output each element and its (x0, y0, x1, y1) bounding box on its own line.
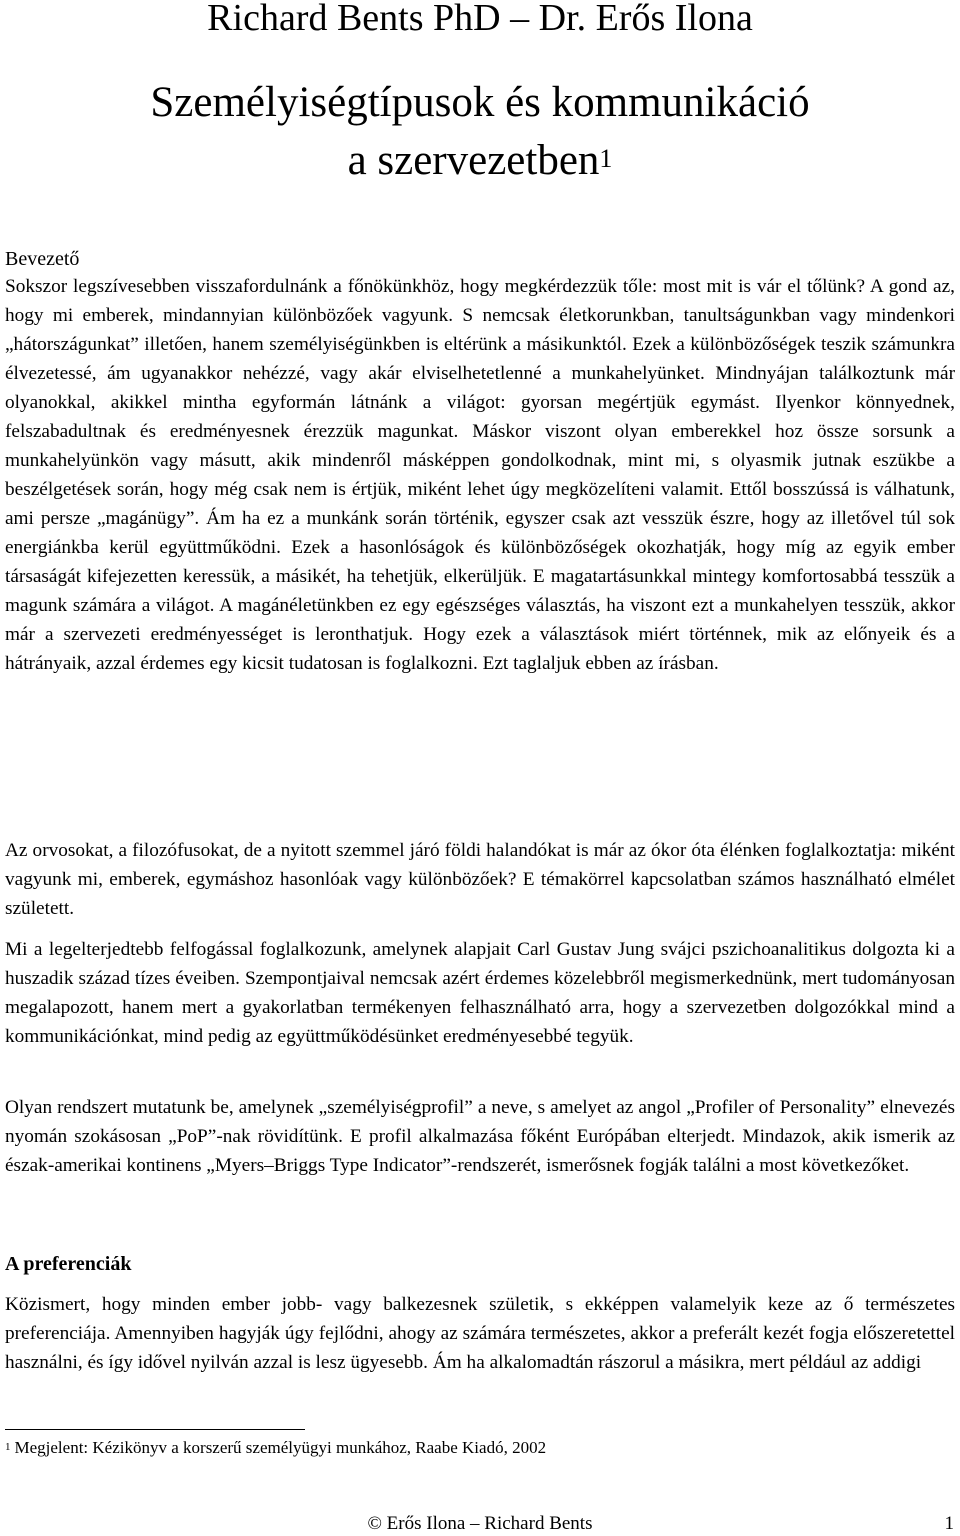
document-title (0, 74, 960, 190)
page-number: 1 (944, 1513, 954, 1534)
title-line-2: a szervezetben (347, 137, 600, 184)
footnote-marker: 1 (5, 1441, 11, 1453)
paragraph-3: Mi a legelterjedtebb felfogással foglalkozunk, amelynek alapjait Carl Gustav Jung svájci pszichoanalitikus dolgozta ki a huszadik század tízes éveiben. Szempontjaival nemcsak azért érdemes közelebbről megismerkednünk, mert tudományosan megalapozott, hanem mert a gyakorlatban termékenyen felhasználható arra, hogy a szervezetben dolgozókkal mind a kommunikációnkat, mind pedig az együttműködésünket eredményesebbé tegyük. (5, 939, 955, 1047)
intro-paragraph: Sokszor legszívesebben visszafordulnánk a főnökünkhöz, hogy megkérdezzük tőle: most mit is vár el tőlünk? A gond az, hogy mi emberek, mindannyian különbözőek vagyunk. S nemcsak életkorunkban, tanultságunkban vagy mindenkori „hátországunkat” illetően, hanem személyiségünkben is eltérünk a másikunktól. Ezek a különbözőségek teszik számunkra élvezetessé, ám ugyanakkor nehézzé, vagy akár elviselhetetlenné a munkahelyünket. Mindnyájan találkoztunk már olyanokkal, akikkel mintha egyformán látnánk a világot: gyorsan megértjük egymást. Ilyenkor könnyednek, felszabadultnak és eredményesnek érezzük magunkat. Máskor viszont olyan emberekkel hoz össze sorsunk a munkahelyünkön vagy másutt, akik mindenről másképpen gondolkodnak, mint mi, s olyasmik jutnak eszükbe a beszélgetések során, hogy még csak nem is értjük, miként lehet úgy megközelíteni valamit. Ettől bosszússá is válhatunk, ami persze „magánügy”. Ám ha ez a munkánk során történik, egyszer csak azt vesszük észre, hogy az illetővel túl sok energiánkba kerül együttműködni. Ezek a hasonlóságok és különbözőségek okozhatják, hogy míg az egyik ember társaságát kifejezetten keressük, a másikét, ha tehetjük, elkerüljük. E magatartásunkkal mintegy komfortosabbá tesszük a magunk számára a világot. A magánéletünkben ez egy egészséges választás, ha viszont ezt a munkahelyen tesszük, akkor már a szervezeti eredményességet is leronthatjuk. Hogy ezek a választások miért történnek, mik az előnyeik és a hátrányaik, azzal érdemes egy kicsit tudatosan is foglalkozni. Ezt taglaljuk ebben az írásban. (5, 276, 955, 674)
footnote-divider (5, 1429, 305, 1430)
section-heading-intro: Bevezető (5, 248, 80, 270)
footnote (5, 1436, 546, 1460)
paragraph-4: Olyan rendszert mutatunk be, amelynek „személyiségprofil” a neve, s amelyet az angol „Profiler of Personality” elnevezés nyomán szokásosan „PoP”-nak rövidítünk. E profil alkalmazása főként Európában elterjedt. Mindazok, akik ismerik az észak-amerikai kontinens „Myers–Briggs Type Indicator”-rendszerét, ismerősnek fogják találni a most következőket. (5, 1097, 955, 1176)
preferences-paragraph: Közismert, hogy minden ember jobb- vagy balkezesnek születik, s ekképpen valamelyik keze az ő természetes preferenciája. Amennyiben hagyják úgy fejlődni, ahogy az számára természetes, akkor a preferált kezét fogja előszeretettel használni, és így idővel nyilván azzal is lesz ügyesebb. Ám ha alkalomadtán rászorul a másikra, mert például az addigi (5, 1294, 955, 1373)
section-heading-preferences: A preferenciák (5, 1253, 132, 1275)
footnote-text: Megjelent: Kézikönyv a korszerű személyügyi munkához, Raabe Kiadó, 2002 (14, 1438, 547, 1457)
paragraph-2: Az orvosokat, a filozófusokat, de a nyitott szemmel járó földi halandókat is már az ókor óta élénken foglalkoztatja: miként vagyunk mi, emberek, egymáshoz hasonlóak vagy különbözőek? E témakörrel kapcsolatban számos használható elmélet született. (5, 840, 955, 919)
title-footnote-marker: 1 (599, 144, 613, 173)
title-line-1: Személyiségtípusok és kommunikáció (150, 79, 810, 126)
authors-line: Richard Bents PhD – Dr. Erős Ilona (207, 0, 753, 39)
footer-copyright: © Erős Ilona – Richard Bents (367, 1513, 593, 1534)
